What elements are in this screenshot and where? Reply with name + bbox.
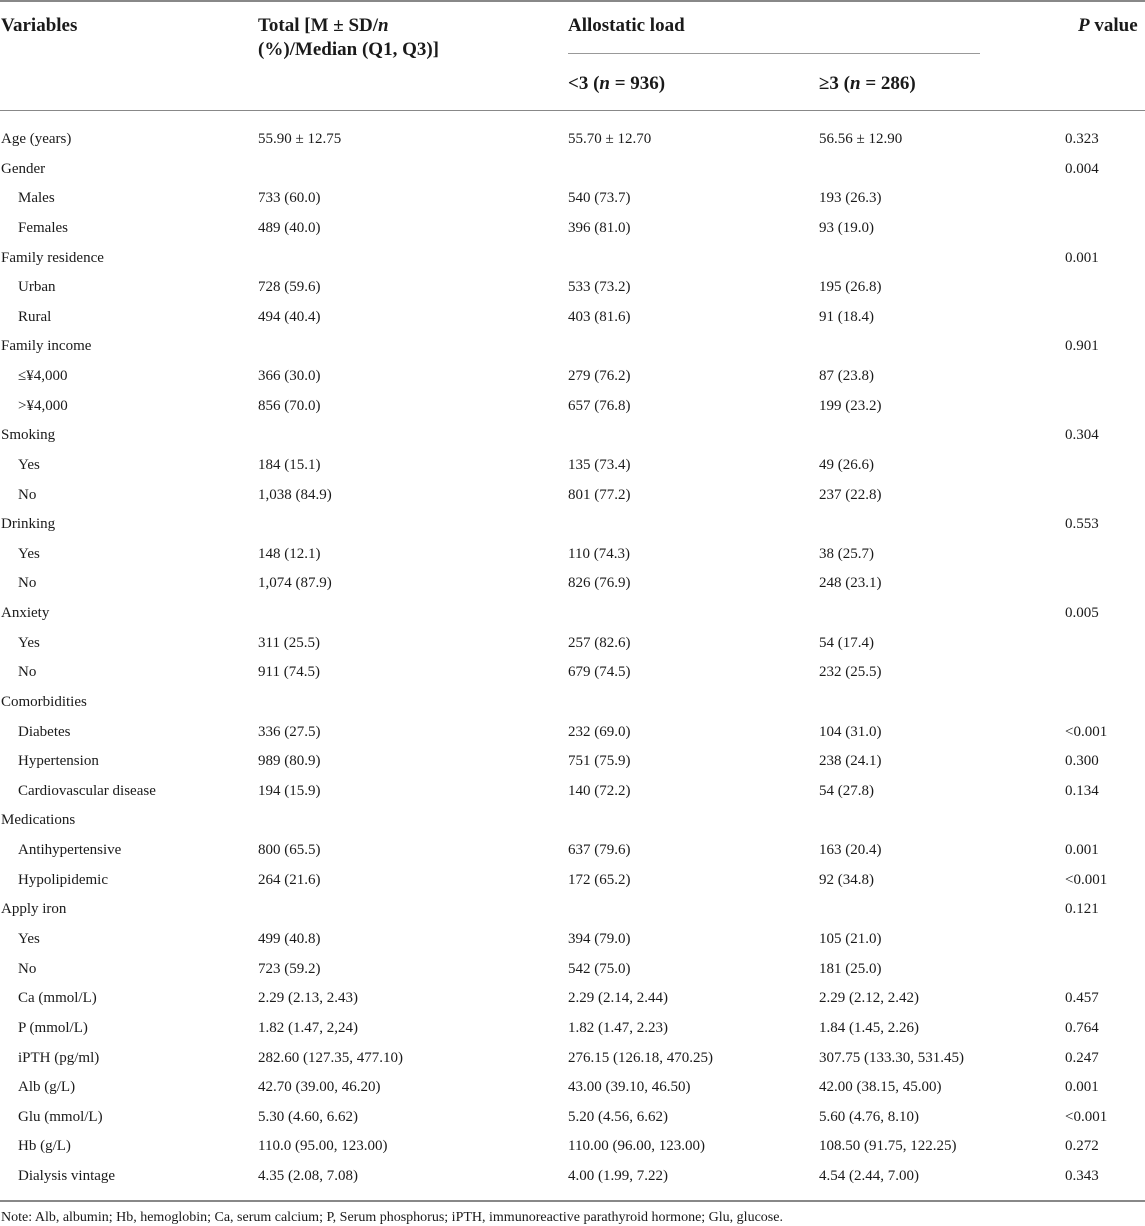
cell-lt3: 396 (81.0) — [568, 219, 631, 236]
cell-ge3: 93 (19.0) — [819, 219, 874, 236]
cell-total: 282.60 (127.35, 477.10) — [258, 1049, 403, 1066]
cell-lt3: 172 (65.2) — [568, 871, 631, 888]
row-label: Hypolipidemic — [18, 871, 108, 888]
row-label: P (mmol/L) — [18, 1019, 88, 1036]
cell-p-value: 0.004 — [1065, 160, 1099, 177]
cell-total: 494 (40.4) — [258, 308, 321, 325]
cell-ge3: 5.60 (4.76, 8.10) — [819, 1108, 919, 1125]
cell-lt3: 801 (77.2) — [568, 486, 631, 503]
cell-lt3: 657 (76.8) — [568, 397, 631, 414]
row-label: Females — [18, 219, 68, 236]
cell-lt3: 276.15 (126.18, 470.25) — [568, 1049, 713, 1066]
cell-lt3: 5.20 (4.56, 6.62) — [568, 1108, 668, 1125]
row-label: Yes — [18, 931, 40, 947]
row-label: Dialysis vintage — [18, 1168, 116, 1185]
cell-ge3: 1.84 (1.45, 2.26) — [819, 1019, 919, 1036]
cell-lt3: 2.29 (2.14, 2.44) — [568, 990, 668, 1007]
cell-total: 499 (40.8) — [258, 931, 321, 947]
row-label: ≤¥4,000 — [18, 368, 68, 385]
cell-p-value: 0.343 — [1065, 1168, 1099, 1185]
cell-lt3: 257 (82.6) — [568, 634, 631, 651]
cell-total: 110.0 (95.00, 123.00) — [258, 1138, 388, 1155]
row-label: Apply iron — [1, 901, 67, 918]
cell-lt3: 540 (73.7) — [568, 190, 631, 207]
cell-p-value: <0.001 — [1065, 723, 1108, 740]
cell-p-value: 0.323 — [1065, 131, 1099, 147]
cell-ge3: 199 (23.2) — [819, 397, 882, 414]
row-label: Family income — [1, 338, 92, 355]
cell-p-value: 0.272 — [1065, 1138, 1099, 1155]
cell-lt3: 751 (75.9) — [568, 753, 631, 770]
cell-lt3: 110 (74.3) — [568, 545, 630, 562]
row-label: Ca (mmol/L) — [18, 990, 97, 1007]
cell-lt3: 232 (69.0) — [568, 723, 631, 740]
row-label: Gender — [1, 160, 46, 177]
row-label: Glu (mmol/L) — [18, 1108, 103, 1125]
cell-total: 2.29 (2.13, 2.43) — [258, 990, 358, 1007]
row-label: Males — [18, 190, 55, 207]
cell-lt3: 1.82 (1.47, 2.23) — [568, 1019, 668, 1036]
cell-total: 55.90 ± 12.75 — [258, 131, 342, 147]
cell-lt3: 637 (79.6) — [568, 842, 631, 859]
cell-total: 5.30 (4.60, 6.62) — [258, 1108, 358, 1125]
row-label: Smoking — [1, 427, 56, 444]
cell-ge3: 237 (22.8) — [819, 486, 882, 503]
cell-ge3: 193 (26.3) — [819, 190, 882, 207]
cell-p-value: 0.247 — [1065, 1049, 1099, 1066]
row-label: Yes — [18, 456, 40, 473]
cell-lt3: 43.00 (39.10, 46.50) — [568, 1079, 691, 1096]
table-note: Note: Alb, albumin; Hb, hemoglobin; Ca, serum calcium; P, Serum phosphorus; iPTH, immunoreactive parathyroid hormone; Glu, glucose. — [1, 1210, 783, 1225]
row-label: Yes — [18, 545, 40, 562]
cell-total: 184 (15.1) — [258, 456, 321, 473]
cell-ge3: 54 (27.8) — [819, 782, 874, 799]
cell-lt3: 826 (76.9) — [568, 575, 631, 592]
cell-lt3: 279 (76.2) — [568, 368, 631, 385]
cell-p-value: 0.001 — [1065, 249, 1099, 266]
cell-p-value: 0.764 — [1065, 1019, 1099, 1036]
row-label: Urban — [18, 279, 56, 296]
cell-lt3: 140 (72.2) — [568, 782, 631, 799]
cell-p-value: 0.001 — [1065, 842, 1099, 859]
cell-total: 336 (27.5) — [258, 723, 321, 740]
row-label: Drinking — [1, 516, 56, 533]
header-ge3: ≥3 (n = 286) — [819, 73, 916, 94]
cell-total: 42.70 (39.00, 46.20) — [258, 1079, 381, 1096]
cell-lt3: 4.00 (1.99, 7.22) — [568, 1168, 668, 1185]
row-label: No — [18, 575, 37, 592]
header-allostatic-load: Allostatic load — [568, 15, 685, 36]
cell-ge3: 87 (23.8) — [819, 368, 874, 385]
cell-ge3: 163 (20.4) — [819, 842, 882, 859]
table-bottom-rule — [0, 1200, 1145, 1202]
cell-ge3: 92 (34.8) — [819, 871, 874, 888]
cell-ge3: 2.29 (2.12, 2.42) — [819, 990, 919, 1007]
cell-p-value: 0.121 — [1065, 901, 1099, 918]
row-label: Yes — [18, 634, 40, 651]
row-label: Alb (g/L) — [18, 1079, 76, 1096]
header-lt3: <3 (n = 936) — [568, 73, 666, 94]
cell-lt3: 542 (75.0) — [568, 960, 631, 977]
cell-total: 733 (60.0) — [258, 190, 321, 207]
row-label: Anxiety — [1, 605, 50, 622]
row-label: Hypertension — [18, 753, 99, 770]
row-label: No — [18, 664, 37, 681]
cell-ge3: 238 (24.1) — [819, 753, 882, 770]
cell-ge3: 91 (18.4) — [819, 308, 874, 325]
header-total: Total [M ± SD/n (%)/Median (Q1, Q3)] — [258, 15, 440, 60]
row-label: Family residence — [1, 249, 104, 266]
row-label: Comorbidities — [1, 693, 87, 710]
cell-total: 723 (59.2) — [258, 960, 321, 977]
cell-ge3: 104 (31.0) — [819, 723, 882, 740]
cell-ge3: 49 (26.6) — [819, 456, 874, 473]
cell-ge3: 38 (25.7) — [819, 545, 874, 562]
header-variables: Variables — [1, 15, 78, 36]
cell-p-value: 0.134 — [1065, 782, 1099, 799]
row-label: iPTH (pg/ml) — [18, 1049, 100, 1066]
cell-p-value: <0.001 — [1065, 1108, 1108, 1125]
row-label: No — [18, 960, 37, 977]
cell-ge3: 105 (21.0) — [819, 931, 882, 947]
row-label: Diabetes — [18, 723, 71, 740]
cell-lt3: 394 (79.0) — [568, 931, 631, 947]
row-label: No — [18, 486, 37, 503]
cell-lt3: 110.00 (96.00, 123.00) — [568, 1138, 705, 1155]
cell-ge3: 56.56 ± 12.90 — [819, 131, 903, 147]
cell-total: 366 (30.0) — [258, 368, 321, 385]
cell-total: 989 (80.9) — [258, 753, 321, 770]
cell-ge3: 307.75 (133.30, 531.45) — [819, 1049, 964, 1066]
row-label: Cardiovascular disease — [18, 782, 156, 799]
cell-total: 1,038 (84.9) — [258, 486, 332, 503]
row-label: Age (years) — [1, 131, 72, 147]
cell-p-value: 0.553 — [1065, 516, 1099, 533]
cell-total: 856 (70.0) — [258, 397, 321, 414]
cell-total: 4.35 (2.08, 7.08) — [258, 1168, 358, 1185]
cell-ge3: 232 (25.5) — [819, 664, 882, 681]
cell-ge3: 181 (25.0) — [819, 960, 882, 977]
cell-lt3: 533 (73.2) — [568, 279, 631, 296]
cell-total: 911 (74.5) — [258, 664, 320, 681]
cell-total: 148 (12.1) — [258, 545, 321, 562]
cell-p-value: 0.304 — [1065, 427, 1099, 444]
cell-total: 1,074 (87.9) — [258, 575, 332, 592]
cell-total: 311 (25.5) — [258, 634, 320, 651]
cell-p-value: 0.300 — [1065, 753, 1099, 770]
cell-ge3: 195 (26.8) — [819, 279, 882, 296]
cell-ge3: 4.54 (2.44, 7.00) — [819, 1168, 919, 1185]
cell-total: 1.82 (1.47, 2,24) — [258, 1019, 358, 1036]
row-label: Medications — [1, 812, 76, 829]
cell-total: 728 (59.6) — [258, 279, 321, 296]
row-label: >¥4,000 — [18, 397, 68, 414]
cell-ge3: 108.50 (91.75, 122.25) — [819, 1138, 957, 1155]
cell-ge3: 54 (17.4) — [819, 634, 874, 651]
cell-lt3: 679 (74.5) — [568, 664, 631, 681]
table-top-rule — [0, 0, 1145, 2]
cell-p-value: 0.901 — [1065, 338, 1099, 355]
header-rule — [0, 110, 1145, 111]
cell-p-value: 0.005 — [1065, 605, 1099, 622]
cell-ge3: 248 (23.1) — [819, 575, 882, 592]
cell-lt3: 55.70 ± 12.70 — [568, 131, 652, 147]
row-label: Antihypertensive — [18, 842, 122, 859]
cell-lt3: 403 (81.6) — [568, 308, 631, 325]
cell-total: 194 (15.9) — [258, 782, 321, 799]
allostatic-load-rule — [568, 53, 980, 54]
row-label: Rural — [18, 308, 52, 325]
row-label: Hb (g/L) — [18, 1138, 71, 1155]
cell-p-value: 0.457 — [1065, 990, 1099, 1007]
cell-total: 489 (40.0) — [258, 219, 321, 236]
cell-p-value: 0.001 — [1065, 1079, 1099, 1096]
cell-total: 264 (21.6) — [258, 871, 321, 888]
cell-lt3: 135 (73.4) — [568, 456, 631, 473]
cell-ge3: 42.00 (38.15, 45.00) — [819, 1079, 942, 1096]
header-p-value: P value — [1078, 15, 1138, 36]
cell-total: 800 (65.5) — [258, 842, 321, 859]
cell-p-value: <0.001 — [1065, 871, 1108, 888]
